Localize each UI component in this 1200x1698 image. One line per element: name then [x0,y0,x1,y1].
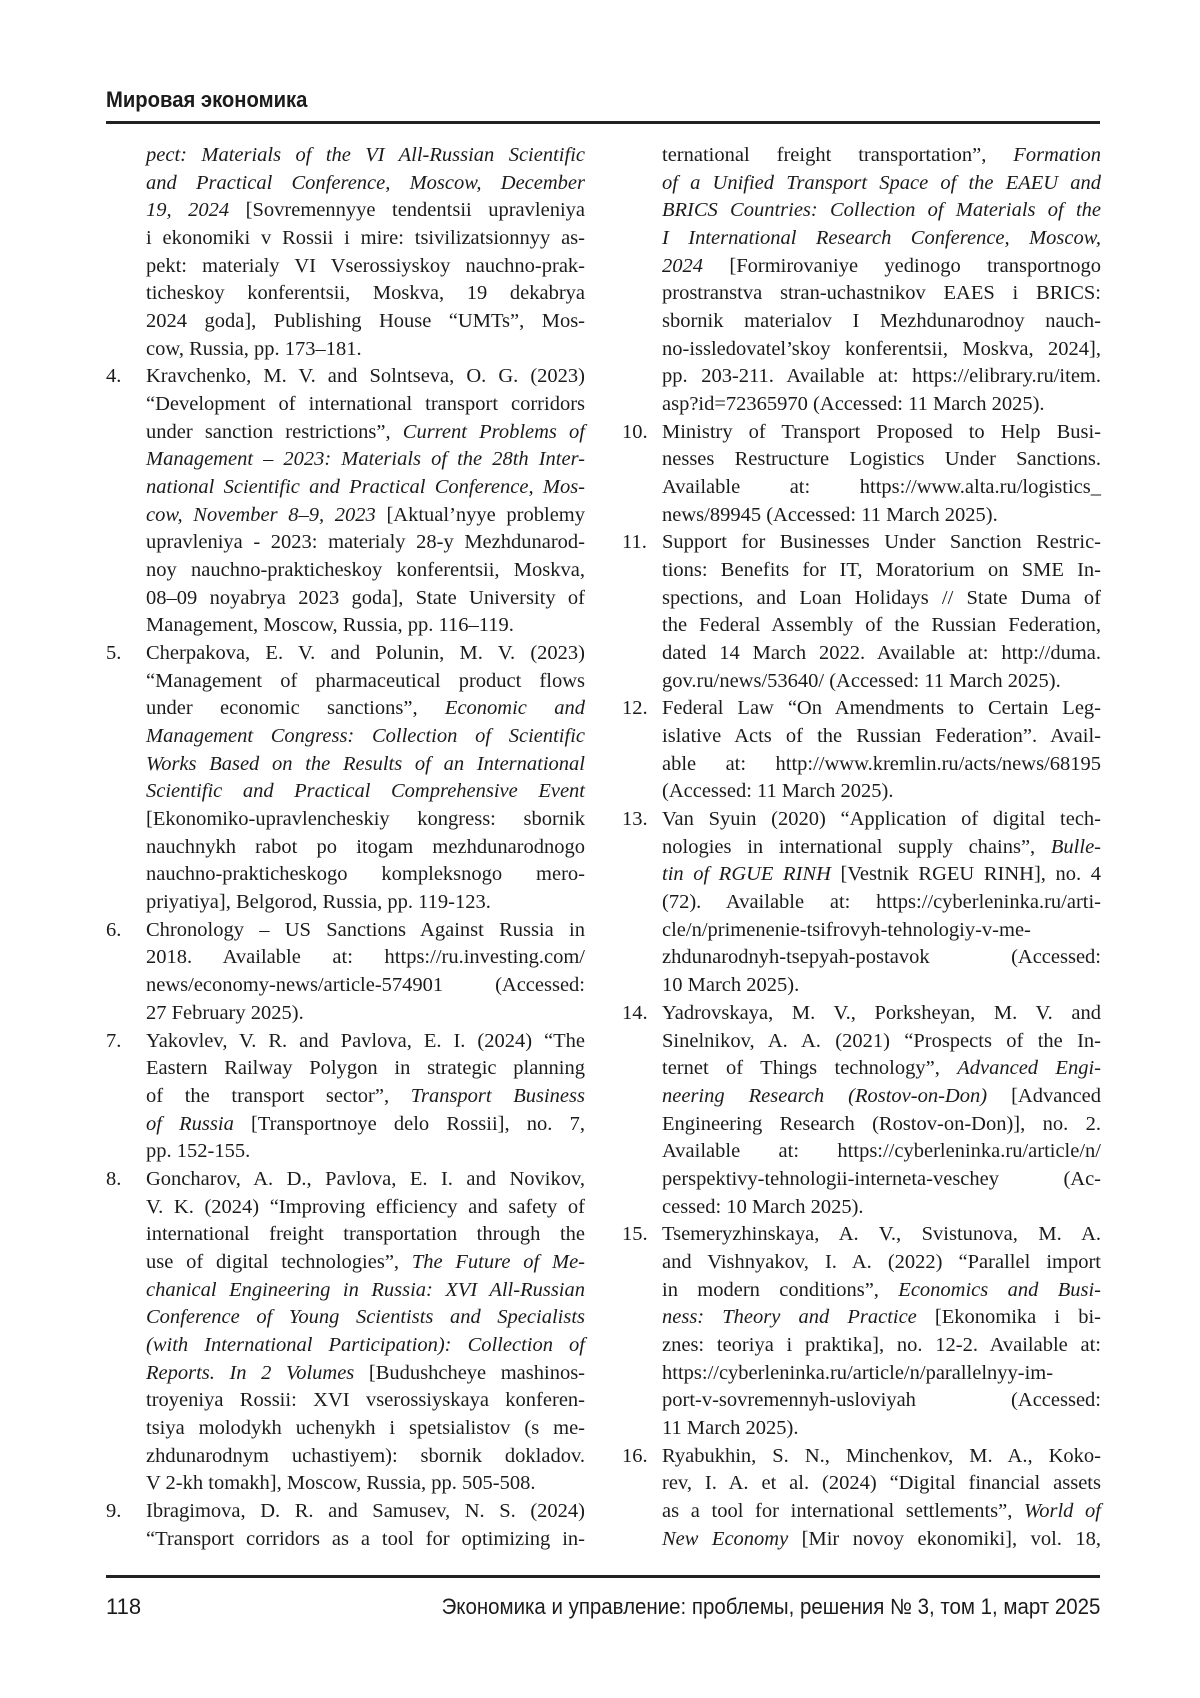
reference-text: asp?id=72365970 (Accessed: 11 March 2025). [662,393,1045,415]
reference-line [662,861,1101,889]
reference-text: Yakovlev, V. R. and Pavlova, E. I. (2024) “The [146,1030,585,1052]
reference-line [662,446,1101,474]
reference-text: perspektivy-tehnologii-interneta-veschey (Ac- [662,1168,1101,1190]
reference-line [662,1277,1101,1305]
reference-line [662,308,1101,336]
reference-line [662,197,1101,225]
reference-text: Support for Businesses Under Sanction Restric- [662,531,1101,553]
italic-title-text: cow, November 8–9, 2023 [146,504,376,526]
reference-line [146,1498,585,1526]
reference-line [662,363,1101,391]
reference-line [146,557,585,585]
reference-text: Eastern Railway Polygon in strategic planning [146,1057,585,1079]
reference-line [662,557,1101,585]
reference-text: Yadrovskaya, M. V., Porksheyan, M. V. and [662,1002,1101,1024]
reference-line [146,170,585,198]
reference-text: and Vishnyakov, I. A. (2022) “Parallel import [662,1251,1101,1273]
reference-line [662,142,1101,170]
reference-line [146,308,585,336]
reference-line [146,1138,585,1166]
reference-line [146,1166,585,1194]
italic-title-text: national Scientific and Practical Conference, Mos- [146,476,585,498]
reference-text: Federal Law “On Amendments to Certain Leg- [662,697,1101,719]
reference-line [662,612,1101,640]
reference-line [662,1360,1101,1388]
reference-item [622,1000,1100,1221]
reference-line [662,944,1101,972]
reference-item [106,917,600,1028]
reference-text: 2018. Available at: https://ru.investing.com/ [146,946,585,968]
reference-text: tsiya molodykh uchenykh i spetsialistov (s me- [146,1417,585,1439]
reference-line [146,917,585,945]
reference-line [662,917,1101,945]
reference-line [146,972,585,1000]
footer-rule [106,1575,1100,1578]
reference-text: V 2-kh tomakh], Moscow, Russia, pp. 505-508. [146,1472,535,1494]
section-title: Мировая экономика [106,86,307,114]
reference-text: cessed: 10 March 2025). [662,1196,864,1218]
italic-title-text: and Practical Conference, Moscow, December [146,172,585,194]
reference-text: use of digital technologies”, [146,1251,412,1273]
reference-text: prostranstva stran-uchastnikov EAES i BRICS: [662,282,1101,304]
italic-title-text: Scientific and Practical Comprehensive Event [146,780,585,802]
reference-line [662,502,1101,530]
header-rule [106,121,1100,124]
reference-text: dated 14 March 2022. Available at: http://duma. [662,642,1101,664]
italic-title-text: tin of RGUE RINH [662,863,831,885]
reference-line [146,1277,585,1305]
italic-title-text: Current Problems of [403,421,585,443]
reference-line [662,585,1101,613]
italic-title-text: (with International Participation): Collection of [146,1334,585,1356]
italic-title-text: New Economy [662,1528,788,1550]
reference-text: znes: teoriya i praktika], no. 12-2. Available at: [662,1334,1101,1356]
italic-title-text: Economic and [445,697,585,719]
reference-number: 11. [622,529,647,557]
reference-text: port-v-sovremennyh-usloviyah (Accessed: [662,1389,1101,1411]
reference-text: Cherpakova, E. V. and Polunin, M. V. (2023) [146,642,585,664]
reference-line [146,1470,585,1498]
reference-text: Ryabukhin, S. N., Minchenkov, M. A., Koko- [662,1445,1101,1467]
italic-title-text: Conference of Young Scientists and Specialists [146,1306,585,1328]
italic-title-text: Management Congress: Collection of Scientific [146,725,585,747]
reference-line [146,336,585,364]
reference-line [662,751,1101,779]
reference-line [146,1415,585,1443]
reference-text: noy nauchno-prakticheskoy konferentsii, Moskva, [146,559,585,581]
reference-line [146,419,585,447]
italic-title-text: 19, 2024 [146,199,229,221]
reference-text: i ekonomiki v Rossii i mire: tsivilizatsionnyy as- [146,227,585,249]
reference-line [146,197,585,225]
reference-line [662,1194,1101,1222]
reference-line [662,972,1101,1000]
reference-line [146,474,585,502]
reference-text: troyeniya Rossii: XVI vserossiyskaya konferen- [146,1389,585,1411]
reference-line [662,280,1101,308]
italic-title-text: The Future of Me- [412,1251,585,1273]
reference-line [146,1443,585,1471]
reference-text: [Aktual’nyye problemy [376,504,585,526]
reference-number: 14. [622,1000,648,1028]
reference-line [146,225,585,253]
reference-number: 12. [622,695,648,723]
reference-text: international freight transportation through the [146,1223,585,1245]
reference-line [662,1304,1101,1332]
reference-line [146,142,585,170]
reference-line [146,280,585,308]
italic-title-text: of Russia [146,1113,234,1135]
reference-text: “Development of international transport corridors [146,393,585,415]
references-column-left [106,142,600,1553]
reference-line [662,834,1101,862]
references-column-right [622,142,1100,1553]
italic-title-text: World of [1024,1500,1101,1522]
reference-line [146,889,585,917]
reference-text: [Ekonomika i bi- [917,1306,1101,1328]
italic-title-text: neering Research (Rostov-on-Don) [662,1085,987,1107]
reference-line [662,1055,1101,1083]
reference-text: spections, and Loan Holidays // State Duma of [662,587,1101,609]
reference-line [146,1360,585,1388]
reference-text: pp. 203-211. Available at: https://elibrary.ru/item. [662,365,1101,387]
reference-text: tions: Benefits for IT, Moratorium on SME In- [662,559,1101,581]
reference-line [146,695,585,723]
reference-text: (72). Available at: https://cyberleninka.ru/arti- [662,891,1101,913]
reference-text: Kravchenko, M. V. and Solntseva, O. G. (2023) [146,365,585,387]
reference-item [622,142,1100,419]
reference-line [146,723,585,751]
reference-line [146,1387,585,1415]
reference-item [106,1028,600,1166]
reference-line [662,1111,1101,1139]
reference-line [146,502,585,530]
reference-line [662,1166,1101,1194]
italic-title-text: ness: Theory and Practice [662,1306,917,1328]
reference-number: 16. [622,1443,648,1471]
italic-title-text: Advanced Engi- [957,1057,1101,1079]
reference-text: 08–09 noyabrya 2023 goda], State University of [146,587,585,609]
reference-text: [Sovremennyye tendentsii upravleniya [229,199,585,221]
reference-line [662,419,1101,447]
italic-title-text: 2024 [662,255,703,277]
reference-line [146,391,585,419]
reference-line [662,170,1101,198]
reference-line [146,585,585,613]
reference-line [662,1387,1101,1415]
reference-line [662,1028,1101,1056]
reference-item [622,529,1100,695]
reference-line [662,474,1101,502]
italic-title-text: BRICS Countries: Collection of Materials of the [662,199,1101,221]
reference-text: nologies in international supply chains”, [662,836,1051,858]
reference-line [662,1526,1101,1554]
italic-title-text: Transport Business [411,1085,585,1107]
reference-text: 27 February 2025). [146,1002,304,1024]
reference-text: [Transportnoye delo Rossii], no. 7, [234,1113,585,1135]
reference-text: zhdunarodnyh-tsepyah-postavok (Accessed: [662,946,1101,968]
reference-text: able at: http://www.kremlin.ru/acts/news/68195 [662,753,1101,775]
reference-line [662,1498,1101,1526]
reference-line [662,1249,1101,1277]
reference-text: “Transport corridors as a tool for optimizing in- [146,1528,585,1550]
reference-line [146,1000,585,1028]
reference-line [662,1415,1101,1443]
reference-text: gov.ru/news/53640/ (Accessed: 11 March 2025). [662,670,1061,692]
reference-line [146,1055,585,1083]
reference-line [662,1443,1101,1471]
italic-title-text: chanical Engineering in Russia: XVI All-Russian [146,1279,585,1301]
reference-number: 10. [622,419,648,447]
page-number: 118 [106,1593,141,1621]
reference-line [146,612,585,640]
reference-text: Available at: https://cyberleninka.ru/article/n/ [662,1140,1101,1162]
reference-line [662,1221,1101,1249]
reference-number: 6. [106,917,121,945]
reference-line [146,834,585,862]
reference-text: Management, Moscow, Russia, pp. 116–119. [146,614,514,636]
reference-text: V. K. (2024) “Improving efficiency and safety of [146,1196,585,1218]
reference-line [146,529,585,557]
reference-text: sbornik materialov I Mezhdunarodnoy nauch- [662,310,1101,332]
reference-line [662,391,1101,419]
reference-line [662,253,1101,281]
reference-text: [Vestnik RGEU RINH], no. 4 [831,863,1101,885]
reference-number: 9. [106,1498,121,1526]
reference-line [146,1332,585,1360]
reference-text: Sinelnikov, A. A. (2021) “Prospects of the In- [662,1030,1101,1052]
reference-line [662,723,1101,751]
reference-text: the Federal Assembly of the Russian Federation, [662,614,1101,636]
reference-text: Ibragimova, D. R. and Samusev, N. S. (2024) [146,1500,585,1522]
reference-text: 11 March 2025). [662,1417,798,1439]
reference-text: news/89945 (Accessed: 11 March 2025). [662,504,998,526]
reference-item [106,640,600,917]
reference-text: nauchno-prakticheskogo kompleksnogo mero- [146,863,585,885]
italic-title-text: of a Unified Transport Space of the EAEU and [662,172,1101,194]
reference-text: in modern conditions”, [662,1279,898,1301]
reference-text: upravleniya - 2023: materialy 28-y Mezhdunarod- [146,531,585,553]
reference-line [662,225,1101,253]
reference-line [146,1304,585,1332]
reference-line [146,363,585,391]
reference-number: 4. [106,363,121,391]
reference-text: Ministry of Transport Proposed to Help Busi- [662,421,1101,443]
reference-line [146,861,585,889]
reference-line [146,668,585,696]
reference-text: ternet of Things technology”, [662,1057,957,1079]
reference-text: as a tool for international settlements”, [662,1500,1024,1522]
reference-line [662,640,1101,668]
reference-line [146,1028,585,1056]
reference-text: Tsemeryzhinskaya, A. V., Svistunova, M. A. [662,1223,1101,1245]
italic-title-text: Reports. In 2 Volumes [146,1362,354,1384]
reference-line [662,668,1101,696]
reference-number: 7. [106,1028,121,1056]
reference-text: nauchnykh rabot po itogam mezhdunarodnogo [146,836,585,858]
reference-number: 15. [622,1221,648,1249]
italic-title-text: pect: Materials of the VI All-Russian Scientific [146,144,585,166]
reference-text: [Advanced [987,1085,1101,1107]
reference-line [662,1000,1101,1028]
reference-text: [Ekonomiko-upravlencheskiy kongress: sbornik [146,808,585,830]
reference-text: rev, I. A. et al. (2024) “Digital financial assets [662,1472,1101,1494]
reference-text: pekt: materialy VI Vserossiyskoy nauchno-prak- [146,255,585,277]
reference-text: pp. 152-155. [146,1140,250,1162]
reference-text: ticheskoy konferentsii, Moskva, 19 dekabrya [146,282,585,304]
reference-line [662,1083,1101,1111]
reference-item [106,1166,600,1498]
reference-text: Chronology – US Sanctions Against Russia in [146,919,585,941]
reference-text: [Formirovaniye yedinogo transportnogo [703,255,1101,277]
reference-line [146,751,585,779]
reference-number: 13. [622,806,648,834]
reference-item [106,363,600,640]
reference-line [146,1526,585,1554]
italic-title-text: I International Research Conference, Moscow, [662,227,1101,249]
reference-item [622,419,1100,530]
reference-line [146,446,585,474]
italic-title-text: Bulle- [1051,836,1101,858]
reference-text: cle/n/primenenie-tsifrovyh-tehnologiy-v-me- [662,919,1031,941]
italic-title-text: Economics and Busi- [898,1279,1101,1301]
reference-text: under sanction restrictions”, [146,421,403,443]
reference-number: 5. [106,640,121,668]
reference-text: cow, Russia, pp. 173–181. [146,338,362,360]
reference-line [662,806,1101,834]
reference-line [146,778,585,806]
reference-item [622,1221,1100,1442]
reference-text: [Budushcheye mashinos- [354,1362,585,1384]
reference-line [146,640,585,668]
reference-item [106,1498,600,1553]
reference-line [146,1221,585,1249]
reference-line [146,1083,585,1111]
reference-text: under economic sanctions”, [146,697,445,719]
reference-text: no-issledovatel’skoy konferentsii, Moskva, 2024], [662,338,1101,360]
reference-line [146,1194,585,1222]
reference-text: nesses Restructure Logistics Under Sanctions. [662,448,1101,470]
reference-line [662,778,1101,806]
reference-line [662,1470,1101,1498]
reference-item [622,806,1100,1000]
reference-text: 2024 goda], Publishing House “UMTs”, Mos- [146,310,585,332]
reference-text: 10 March 2025). [662,974,799,996]
reference-number: 8. [106,1166,121,1194]
reference-line [146,1111,585,1139]
reference-text: zhdunarodnym uchastiyem): sbornik dokladov. [146,1445,585,1467]
reference-line [662,529,1101,557]
reference-text: https://cyberleninka.ru/article/n/parallelnyy-im- [662,1362,1053,1384]
reference-text: [Mir novoy ekonomiki], vol. 18, [788,1528,1101,1550]
italic-title-text: Formation [1013,144,1101,166]
reference-line [662,889,1101,917]
reference-text: (Accessed: 11 March 2025). [662,780,894,802]
reference-text: Available at: https://www.alta.ru/logistics_ [662,476,1101,498]
reference-text: ternational freight transportation”, [662,144,1013,166]
reference-text: news/economy-news/article-574901 (Accessed: [146,974,585,996]
reference-line [146,944,585,972]
reference-text: of the transport sector”, [146,1085,411,1107]
reference-item [622,1443,1100,1554]
reference-line [146,253,585,281]
reference-line [146,806,585,834]
reference-text: Goncharov, A. D., Pavlova, E. I. and Novikov, [146,1168,585,1190]
journal-name: Экономика и управление: проблемы, решения № 3, том 1, март 2025 [441,1593,1100,1621]
reference-text: Van Syuin (2020) “Application of digital tech- [662,808,1101,830]
reference-item [106,142,600,363]
reference-line [662,1138,1101,1166]
reference-line [662,695,1101,723]
italic-title-text: Management – 2023: Materials of the 28th Inter- [146,448,585,470]
reference-text: priyatiya], Belgorod, Russia, pp. 119-123. [146,891,491,913]
reference-item [622,695,1100,806]
reference-line [662,1332,1101,1360]
reference-text: islative Acts of the Russian Federation”. Avail- [662,725,1101,747]
reference-text: Engineering Research (Rostov-on-Don)], no. 2. [662,1113,1101,1135]
italic-title-text: Works Based on the Results of an International [146,753,585,775]
reference-line [146,1249,585,1277]
reference-line [662,336,1101,364]
reference-text: “Management of pharmaceutical product flows [146,670,585,692]
